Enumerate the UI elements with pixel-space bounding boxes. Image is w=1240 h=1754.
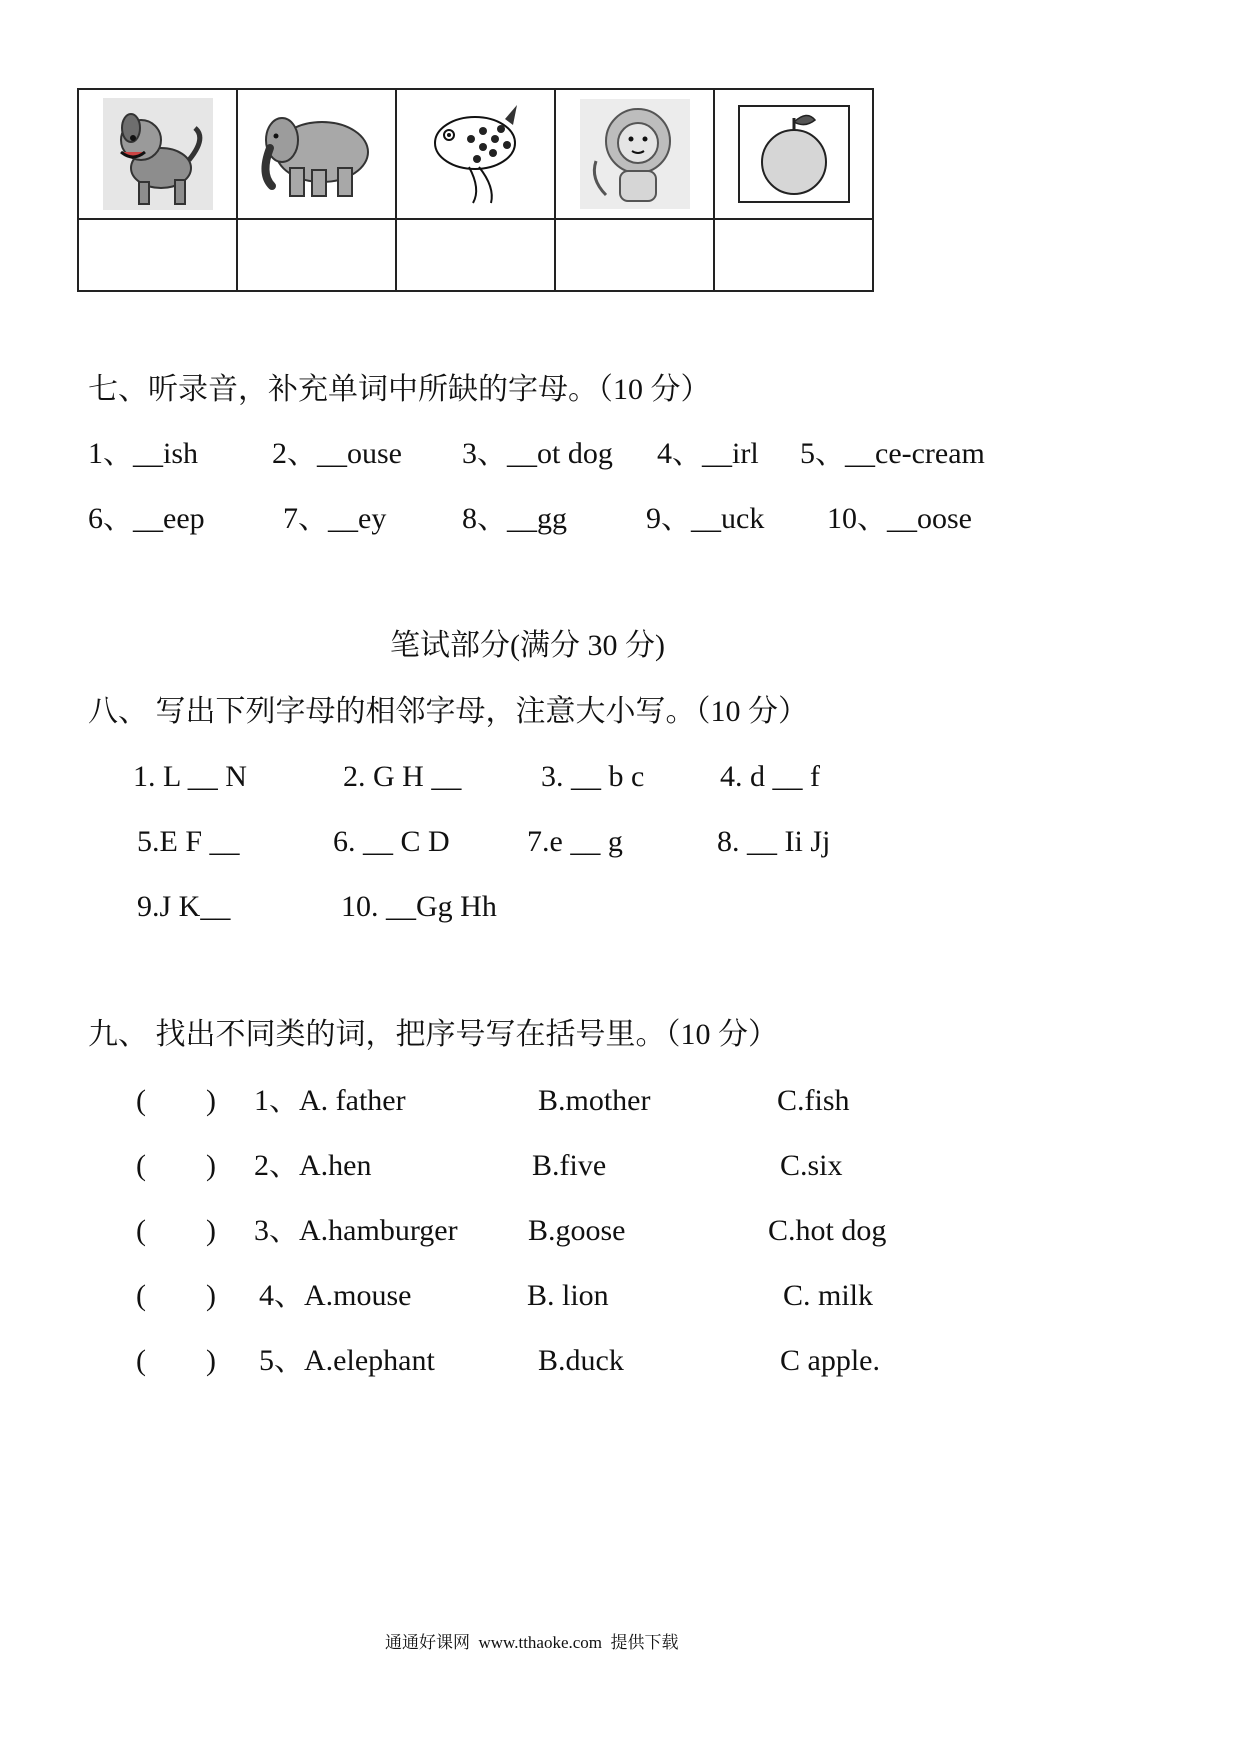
option-c: C.hot dog (768, 1214, 887, 1247)
section8-item: 2. G H __ (343, 760, 462, 793)
footer-text: 通通好课网 www.tthaoke.com 提供下载 (385, 1633, 679, 1652)
answer-parentheses[interactable]: ( ) (136, 1214, 216, 1247)
section7-item: 7、__ey (283, 502, 387, 535)
section8-item: 1. L __ N (133, 760, 247, 793)
elephant-icon (252, 104, 382, 204)
option-c: C.six (780, 1149, 843, 1182)
section8-item: 8. __ Ii Jj (717, 825, 831, 858)
section9-title: 九、 找出不同类的词，把序号写在括号里。（10 分） (88, 1018, 778, 1051)
option-c: C.fish (777, 1084, 850, 1117)
picture-cell (555, 89, 714, 219)
section7-item: 2、__ouse (272, 437, 402, 470)
section7-item: 4、__irl (657, 437, 759, 470)
section8-item: 4. d __ f (720, 760, 820, 793)
option-a: 5、A.elephant (259, 1344, 435, 1377)
answer-cell[interactable] (237, 219, 396, 291)
section7-item: 3、__ot dog (462, 437, 613, 470)
lion-icon (580, 99, 690, 209)
section8-item: 3. __ b c (541, 760, 645, 793)
answer-cell[interactable] (714, 219, 873, 291)
section8-item: 6. __ C D (333, 825, 450, 858)
section7-item: 10、__oose (827, 502, 972, 535)
apple-icon (737, 104, 851, 204)
option-a: 3、A.hamburger (254, 1214, 458, 1247)
option-a: 4、A.mouse (259, 1279, 412, 1312)
section8-item: 7.e __ g (527, 825, 623, 858)
answer-cell[interactable] (396, 219, 555, 291)
section8-item: 5.E F __ (137, 825, 240, 858)
section7-title: 七、听录音，补充单词中所缺的字母。（10 分） (88, 373, 711, 406)
option-b: B.goose (528, 1214, 626, 1247)
option-b: B.five (532, 1149, 607, 1182)
written-part-title: 笔试部分(满分 30 分) (390, 629, 665, 662)
option-a: 1、A. father (254, 1084, 406, 1117)
picture-cell (237, 89, 396, 219)
fish-icon (421, 99, 531, 209)
section7-item: 6、__eep (88, 502, 205, 535)
option-b: B.mother (538, 1084, 651, 1117)
option-b: B. lion (527, 1279, 609, 1312)
answer-cell[interactable] (78, 219, 237, 291)
answer-parentheses[interactable]: ( ) (136, 1149, 216, 1182)
answer-cell[interactable] (555, 219, 714, 291)
section7-item: 5、__ce-cream (800, 437, 985, 470)
picture-table (77, 88, 874, 292)
section8-item: 9.J K__ (137, 890, 231, 923)
picture-cell (396, 89, 555, 219)
answer-parentheses[interactable]: ( ) (136, 1279, 216, 1312)
section7-item: 8、__gg (462, 502, 567, 535)
option-c: C apple. (780, 1344, 880, 1377)
answer-parentheses[interactable]: ( ) (136, 1084, 216, 1117)
picture-cell (78, 89, 237, 219)
option-b: B.duck (538, 1344, 624, 1377)
section8-item: 10. __Gg Hh (341, 890, 497, 923)
option-c: C. milk (783, 1279, 874, 1312)
option-a: 2、A.hen (254, 1149, 372, 1182)
dog-icon (103, 98, 213, 210)
answer-parentheses[interactable]: ( ) (136, 1344, 216, 1377)
section7-item: 1、__ish (88, 437, 199, 470)
section8-title: 八、 写出下列字母的相邻字母，注意大小写。（10 分） (88, 695, 808, 728)
picture-cell (714, 89, 873, 219)
section7-item: 9、__uck (646, 502, 765, 535)
